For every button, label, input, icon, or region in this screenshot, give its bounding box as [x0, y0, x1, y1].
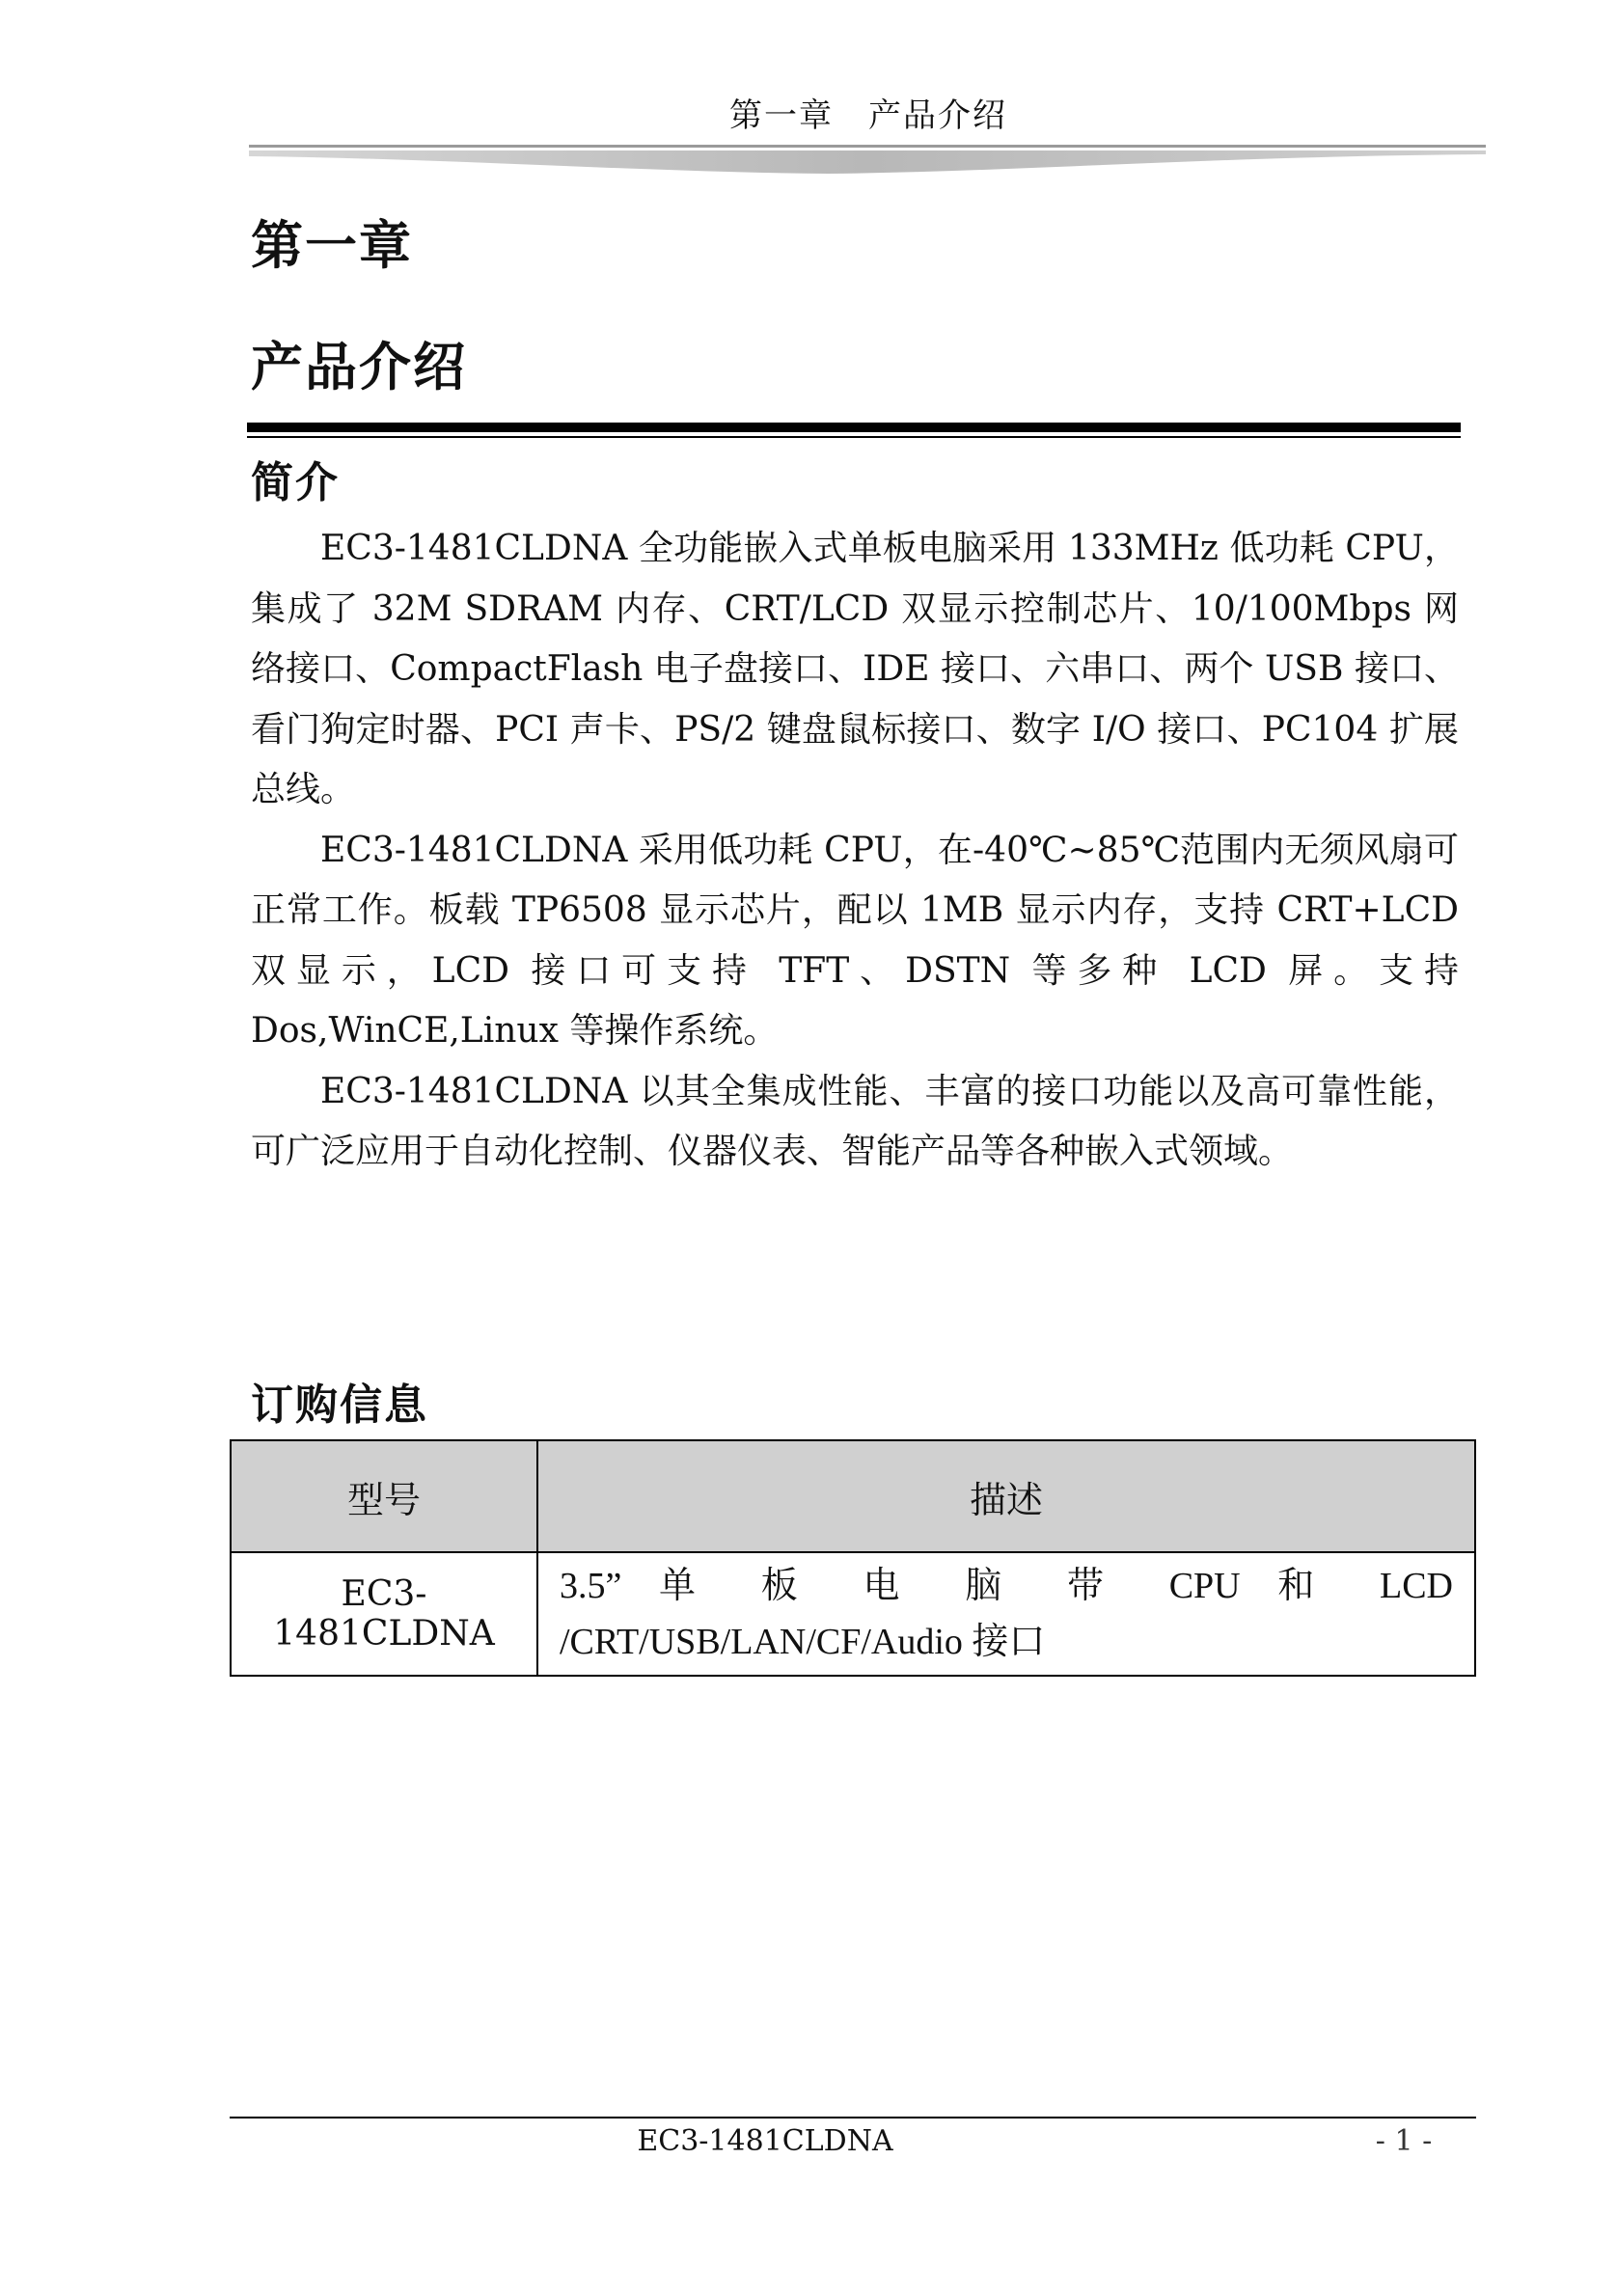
chapter-number: 第一章	[251, 215, 413, 276]
table-header-row	[231, 1440, 1475, 1552]
column-header-model: 型号	[231, 1440, 537, 1552]
footer-rule	[230, 2117, 1476, 2118]
ordering-table	[230, 1439, 1476, 1677]
footer-model-name: EC3-1481CLDNA	[637, 2124, 893, 2158]
chapter-thin-rule	[247, 436, 1461, 438]
footer-page-number: - 1 -	[1375, 2124, 1433, 2158]
running-header: 第一章 产品介绍	[729, 96, 1007, 135]
description-cell: 3.5” 单 板 电 脑 带 CPU 和 LCD /CRT/USB/LAN/CF/Audio 接口	[537, 1552, 1475, 1676]
chapter-title: 产品介绍	[251, 337, 467, 397]
table-row	[231, 1552, 1475, 1676]
intro-paragraph: EC3-1481CLDNA 以其全集成性能、丰富的接口功能以及高可靠性能，可广泛应用于自动化控制、仪器仪表、智能产品等各种嵌入式领域。	[251, 1071, 1459, 1171]
intro-paragraph: EC3-1481CLDNA 全功能嵌入式单板电脑采用 133MHz 低功耗 CPU，集成了 32M SDRAM 内存、CRT/LCD 双显示控制芯片、10/100Mbps 网络接口、CompactFlash 电子盘接口、IDE 接口、六串口、两个 USB 接口、看门狗定时器、PCI 声卡、PS/2 键盘鼠标接口、数字 I/O 接口、PC104 扩展总线。	[251, 529, 1459, 809]
chapter-thick-rule	[247, 423, 1461, 432]
ordering-heading: 订购信息	[251, 1380, 428, 1430]
intro-body	[251, 519, 1459, 1183]
model-cell: EC3-1481CLDNA	[231, 1552, 537, 1676]
intro-heading: 简介	[251, 458, 340, 507]
intro-paragraph: EC3-1481CLDNA 采用低功耗 CPU，在-40℃~85℃范围内无须风扇可正常工作。板载 TP6508 显示芯片，配以 1MB 显示内存，支持 CRT+LCD 双显示，LCD 接口可支持 TFT、DSTN 等多种 LCD 屏。支持 Dos,WinCE,Linux 等操作系统。	[251, 830, 1459, 1051]
header-decorative-rule	[249, 143, 1486, 176]
column-header-description: 描述	[537, 1440, 1475, 1552]
